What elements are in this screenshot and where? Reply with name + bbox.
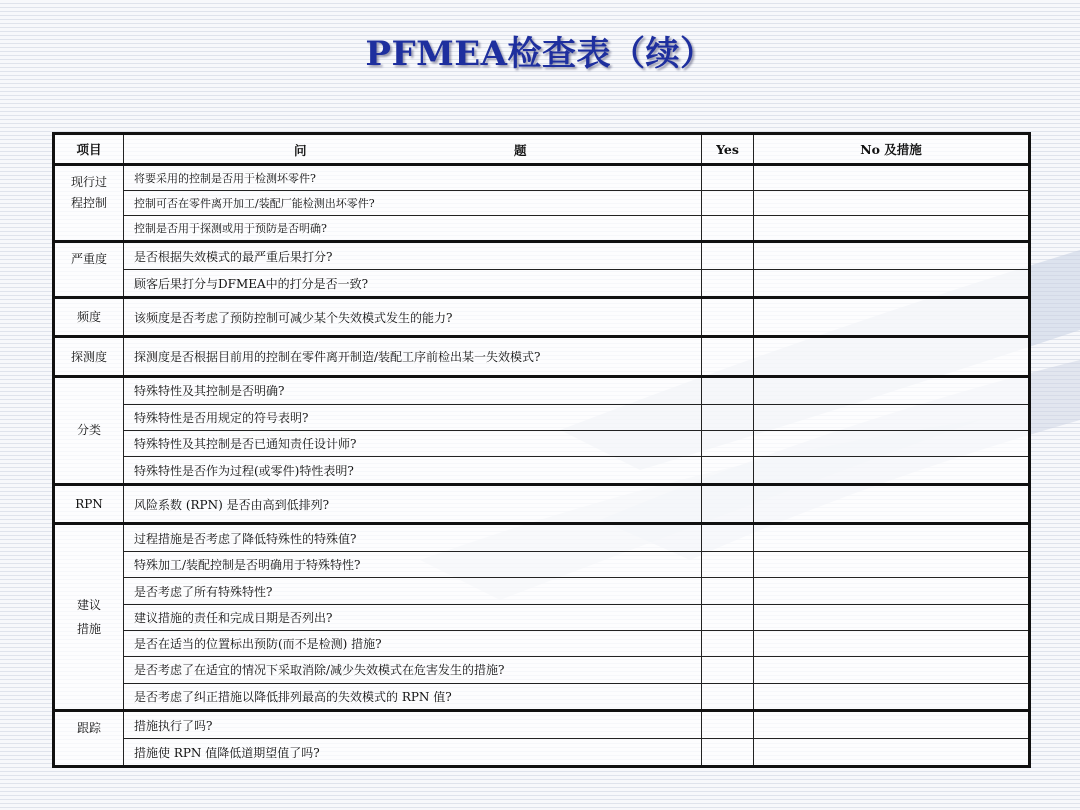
yes-cell[interactable]: [702, 376, 754, 404]
no-measures-cell[interactable]: [754, 657, 1030, 683]
question-cell: 是否考虑了所有特殊特性?: [124, 578, 702, 604]
yes-cell[interactable]: [702, 297, 754, 336]
page-title: PFMEA检查表（续）: [365, 34, 715, 74]
table-header-row: [54, 134, 1030, 165]
question-cell: 特殊特性及其控制是否明确?: [124, 376, 702, 404]
no-measures-cell[interactable]: [754, 457, 1030, 485]
yes-cell[interactable]: [702, 524, 754, 552]
question-cell: 风险系数 (RPN) 是否由高到低排列?: [124, 484, 702, 523]
question-cell: 探测度是否根据目前用的控制在零件离开制造/装配工序前检出某一失效模式?: [124, 337, 702, 376]
no-measures-cell[interactable]: [754, 216, 1030, 242]
table-row: [54, 337, 1030, 376]
no-measures-cell[interactable]: [754, 604, 1030, 630]
category-cell-process-control: [54, 165, 124, 242]
question-header: [124, 134, 702, 165]
table-row: [54, 552, 1030, 578]
yes-cell[interactable]: [702, 683, 754, 711]
no-measures-cell[interactable]: [754, 337, 1030, 376]
yes-cell[interactable]: [702, 404, 754, 430]
yes-cell[interactable]: [702, 484, 754, 523]
table-row: [54, 191, 1030, 216]
table-row: [54, 270, 1030, 298]
question-cell: 特殊特性是否用规定的符号表明?: [124, 404, 702, 430]
category-line: 建议: [76, 598, 101, 613]
category-line: 措施: [76, 622, 101, 637]
no-measures-cell[interactable]: [754, 552, 1030, 578]
no-measures-cell[interactable]: [754, 376, 1030, 404]
category-cell-rpn: RPN: [54, 484, 124, 523]
category-cell-severity: 严重度: [54, 242, 124, 298]
yes-cell[interactable]: [702, 337, 754, 376]
yes-cell[interactable]: [702, 191, 754, 216]
category-cell-tracking: 跟踪: [54, 711, 124, 767]
category-line: 现行过: [70, 175, 107, 189]
no-measures-header: No 及措施: [754, 134, 1030, 165]
question-cell: 将要采用的控制是否用于检测坏零件?: [124, 165, 702, 191]
question-cell: 顾客后果打分与DFMEA中的打分是否一致?: [124, 270, 702, 298]
yes-header: Yes: [702, 134, 754, 165]
yes-cell[interactable]: [702, 630, 754, 656]
yes-cell[interactable]: [702, 216, 754, 242]
table-row: [54, 242, 1030, 270]
question-cell: 是否考虑了在适宜的情况下采取消除/减少失效模式在危害发生的措施?: [124, 657, 702, 683]
question-cell: 特殊特性及其控制是否已通知责任设计师?: [124, 430, 702, 456]
no-measures-cell[interactable]: [754, 165, 1030, 191]
table-row: [54, 216, 1030, 242]
no-measures-cell[interactable]: [754, 270, 1030, 298]
no-measures-cell[interactable]: [754, 630, 1030, 656]
no-measures-cell[interactable]: [754, 430, 1030, 456]
category-cell-detection: 探测度: [54, 337, 124, 376]
table-row: [54, 604, 1030, 630]
category-cell-classification: 分类: [54, 376, 124, 484]
no-measures-cell[interactable]: [754, 711, 1030, 739]
question-cell: 是否考虑了纠正措施以降低排列最高的失效模式的 RPN 值?: [124, 683, 702, 711]
yes-cell[interactable]: [702, 457, 754, 485]
no-measures-cell[interactable]: [754, 683, 1030, 711]
category-cell-occurrence: 频度: [54, 297, 124, 336]
yes-cell[interactable]: [702, 165, 754, 191]
no-measures-cell[interactable]: [754, 404, 1030, 430]
question-cell: 过程措施是否考虑了降低特殊性的特殊值?: [124, 524, 702, 552]
table-row: [54, 657, 1030, 683]
table-row: [54, 683, 1030, 711]
table-row: [54, 484, 1030, 523]
question-cell: 该频度是否考虑了预防控制可减少某个失效模式发生的能力?: [124, 297, 702, 336]
yes-cell[interactable]: [702, 739, 754, 767]
yes-cell[interactable]: [702, 430, 754, 456]
no-measures-cell[interactable]: [754, 191, 1030, 216]
category-line: 程控制: [70, 196, 107, 210]
question-cell: 特殊特性是否作为过程(或零件)特性表明?: [124, 457, 702, 485]
table-row: [54, 524, 1030, 552]
category-cell-recommended-actions: [54, 524, 124, 711]
question-header-left: 问: [294, 143, 307, 158]
table-row: [54, 404, 1030, 430]
table-row: [54, 430, 1030, 456]
category-header: 项目: [54, 134, 124, 165]
no-measures-cell[interactable]: [754, 739, 1030, 767]
table-row: [54, 165, 1030, 191]
question-header-right: 题: [514, 143, 527, 158]
no-measures-cell[interactable]: [754, 242, 1030, 270]
yes-cell[interactable]: [702, 578, 754, 604]
question-cell: 措施使 RPN 值降低道期望值了吗?: [124, 739, 702, 767]
table-row: [54, 711, 1030, 739]
no-measures-cell[interactable]: [754, 484, 1030, 523]
question-cell: 控制是否用于探测或用于预防是否明确?: [124, 216, 702, 242]
no-measures-cell[interactable]: [754, 578, 1030, 604]
table-row: [54, 376, 1030, 404]
table-row: [54, 578, 1030, 604]
no-measures-cell[interactable]: [754, 297, 1030, 336]
yes-cell[interactable]: [702, 711, 754, 739]
pfmea-checklist-table: [52, 132, 1031, 768]
yes-cell[interactable]: [702, 242, 754, 270]
yes-cell[interactable]: [702, 552, 754, 578]
table-row: [54, 297, 1030, 336]
table-row: [54, 630, 1030, 656]
table-row: [54, 457, 1030, 485]
question-cell: 是否根据失效模式的最严重后果打分?: [124, 242, 702, 270]
question-cell: 特殊加工/装配控制是否明确用于特殊特性?: [124, 552, 702, 578]
question-cell: 建议措施的责任和完成日期是否列出?: [124, 604, 702, 630]
yes-cell[interactable]: [702, 270, 754, 298]
no-measures-cell[interactable]: [754, 524, 1030, 552]
yes-cell[interactable]: [702, 657, 754, 683]
question-cell: 是否在适当的位置标出预防(而不是检测) 措施?: [124, 630, 702, 656]
yes-cell[interactable]: [702, 604, 754, 630]
question-cell: 控制可否在零件离开加工/装配厂能检测出坏零件?: [124, 191, 702, 216]
table-row: [54, 739, 1030, 767]
question-cell: 措施执行了吗?: [124, 711, 702, 739]
